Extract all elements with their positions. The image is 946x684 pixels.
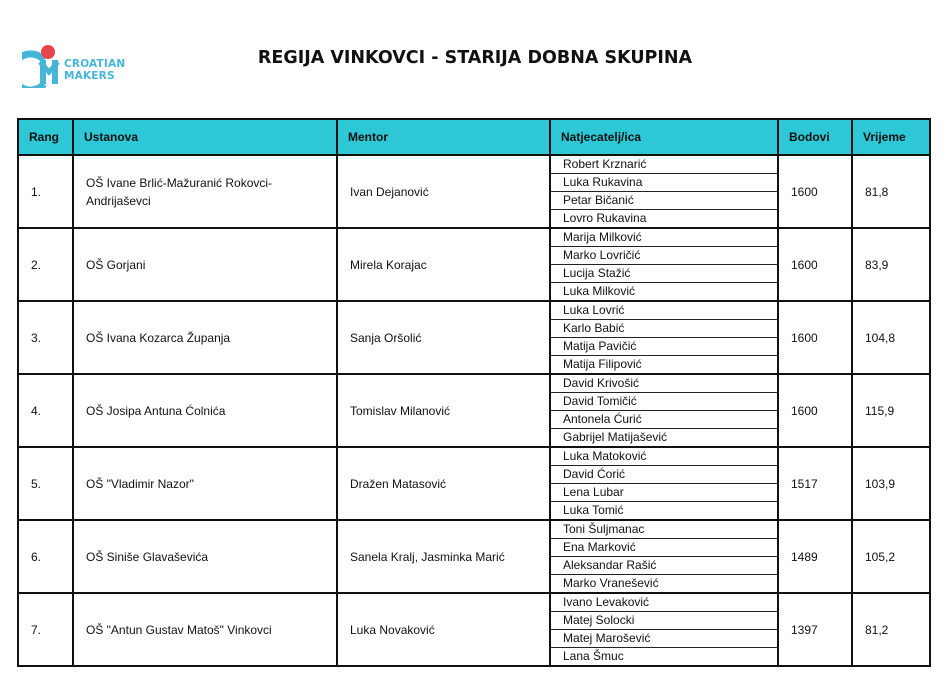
time-cell: 81,8 — [852, 155, 930, 228]
rank-cell: 7. — [18, 593, 73, 666]
points-cell: 1600 — [778, 374, 852, 447]
competitors-cell — [550, 447, 778, 520]
points-cell: 1600 — [778, 155, 852, 228]
rank-cell: 6. — [18, 520, 73, 593]
competitor-name: Luka Matoković — [551, 448, 777, 466]
competitor-name: Lucija Stažić — [551, 265, 777, 283]
logo-line-2: MAKERS — [64, 70, 115, 82]
points-cell: 1397 — [778, 593, 852, 666]
competitor-name: David Ćorić — [551, 466, 777, 484]
rank-cell: 1. — [18, 155, 73, 228]
points-cell: 1489 — [778, 520, 852, 593]
competitor-name: Aleksandar Rašić — [551, 557, 777, 575]
competitors-cell — [550, 228, 778, 301]
points-cell: 1600 — [778, 301, 852, 374]
institution-cell: OŠ "Vladimir Nazor" — [73, 447, 337, 520]
header-mentor: Mentor — [337, 119, 550, 155]
mentor-cell: Dražen Matasović — [337, 447, 550, 520]
mentor-cell: Tomislav Milanović — [337, 374, 550, 447]
rank-cell: 2. — [18, 228, 73, 301]
competitors-cell — [550, 155, 778, 228]
competitor-name: Lana Šmuc — [563, 649, 624, 663]
rank-cell: 5. — [18, 447, 73, 520]
institution-cell: OŠ Gorjani — [73, 228, 337, 301]
table-row — [18, 520, 930, 593]
table-row — [18, 447, 930, 520]
mentor-cell: Sanja Oršolić — [337, 301, 550, 374]
competitors-cell — [550, 520, 778, 593]
points-cell: 1517 — [778, 447, 852, 520]
competitor-name: Luka Tomić — [563, 503, 624, 517]
table-row — [18, 374, 930, 447]
institution-cell: OŠ Ivane Brlić-Mažuranić Rokovci-Andrijaševci — [73, 155, 337, 228]
logo-line-1: CROATIAN — [64, 58, 126, 70]
competitor-name: Karlo Babić — [551, 320, 777, 338]
competitor-name: Marko Vranešević — [563, 576, 659, 590]
competitor-name: Marko Lovričić — [551, 247, 777, 265]
competitor-name: Petar Bičanić — [551, 192, 777, 210]
competitor-name: Marija Milković — [551, 229, 777, 247]
table-header-row — [18, 119, 930, 155]
page-title: REGIJA VINKOVCI - STARIJA DOBNA SKUPINA — [257, 48, 693, 68]
rank-cell: 3. — [18, 301, 73, 374]
time-cell: 104,8 — [852, 301, 930, 374]
competitor-name: Luka Lovrić — [551, 302, 777, 320]
header-competitors: Natjecatelj/ica — [550, 119, 778, 155]
header-institution: Ustanova — [73, 119, 337, 155]
competitor-name: Luka Rukavina — [551, 174, 777, 192]
rank-cell: 4. — [18, 374, 73, 447]
institution-cell: OŠ Josipa Antuna Ćolnića — [73, 374, 337, 447]
header-points: Bodovi — [778, 119, 852, 155]
header-time: Vrijeme — [852, 119, 930, 155]
time-cell: 103,9 — [852, 447, 930, 520]
institution-cell: OŠ Ivana Kozarca Županja — [73, 301, 337, 374]
mentor-cell: Sanela Kralj, Jasminka Marić — [337, 520, 550, 593]
logo-text — [64, 58, 125, 82]
header-rank: Rang — [18, 119, 73, 155]
time-cell: 83,9 — [852, 228, 930, 301]
mentor-cell: Mirela Korajac — [337, 228, 550, 301]
competitor-name: David Tomičić — [551, 393, 777, 411]
competitor-name: Ivano Levaković — [551, 594, 777, 612]
institution-cell: OŠ Siniše Glavaševića — [73, 520, 337, 593]
competitor-name: Matej Marošević — [551, 630, 777, 648]
table-row — [18, 301, 930, 374]
competitors-cell — [550, 374, 778, 447]
competitor-name: Ena Marković — [551, 539, 777, 557]
competitor-name: Robert Krznarić — [551, 156, 777, 174]
mentor-cell: Luka Novaković — [337, 593, 550, 666]
competitor-name: Matija Filipović — [563, 357, 642, 371]
competitor-name: Antonela Ćurić — [551, 411, 777, 429]
points-cell: 1600 — [778, 228, 852, 301]
table-row — [18, 228, 930, 301]
competitor-name: Gabrijel Matijašević — [563, 430, 668, 444]
competitor-name: Lovro Rukavina — [563, 211, 647, 225]
time-cell: 81,2 — [852, 593, 930, 666]
competitor-name: David Krivošić — [551, 375, 777, 393]
competitors-cell — [550, 593, 778, 666]
results-table — [17, 118, 931, 667]
competitor-name: Toni Šuljmanac — [551, 521, 777, 539]
time-cell: 105,2 — [852, 520, 930, 593]
table-row — [18, 593, 930, 666]
institution-cell: OŠ "Antun Gustav Matoš" Vinkovci — [73, 593, 337, 666]
competitor-name: Luka Milković — [563, 284, 636, 298]
mentor-cell: Ivan Dejanović — [337, 155, 550, 228]
competitor-name: Lena Lubar — [551, 484, 777, 502]
competitor-name: Matej Solocki — [551, 612, 777, 630]
table-row — [18, 155, 930, 228]
competitor-name: Matija Pavičić — [551, 338, 777, 356]
time-cell: 115,9 — [852, 374, 930, 447]
competitors-cell — [550, 301, 778, 374]
